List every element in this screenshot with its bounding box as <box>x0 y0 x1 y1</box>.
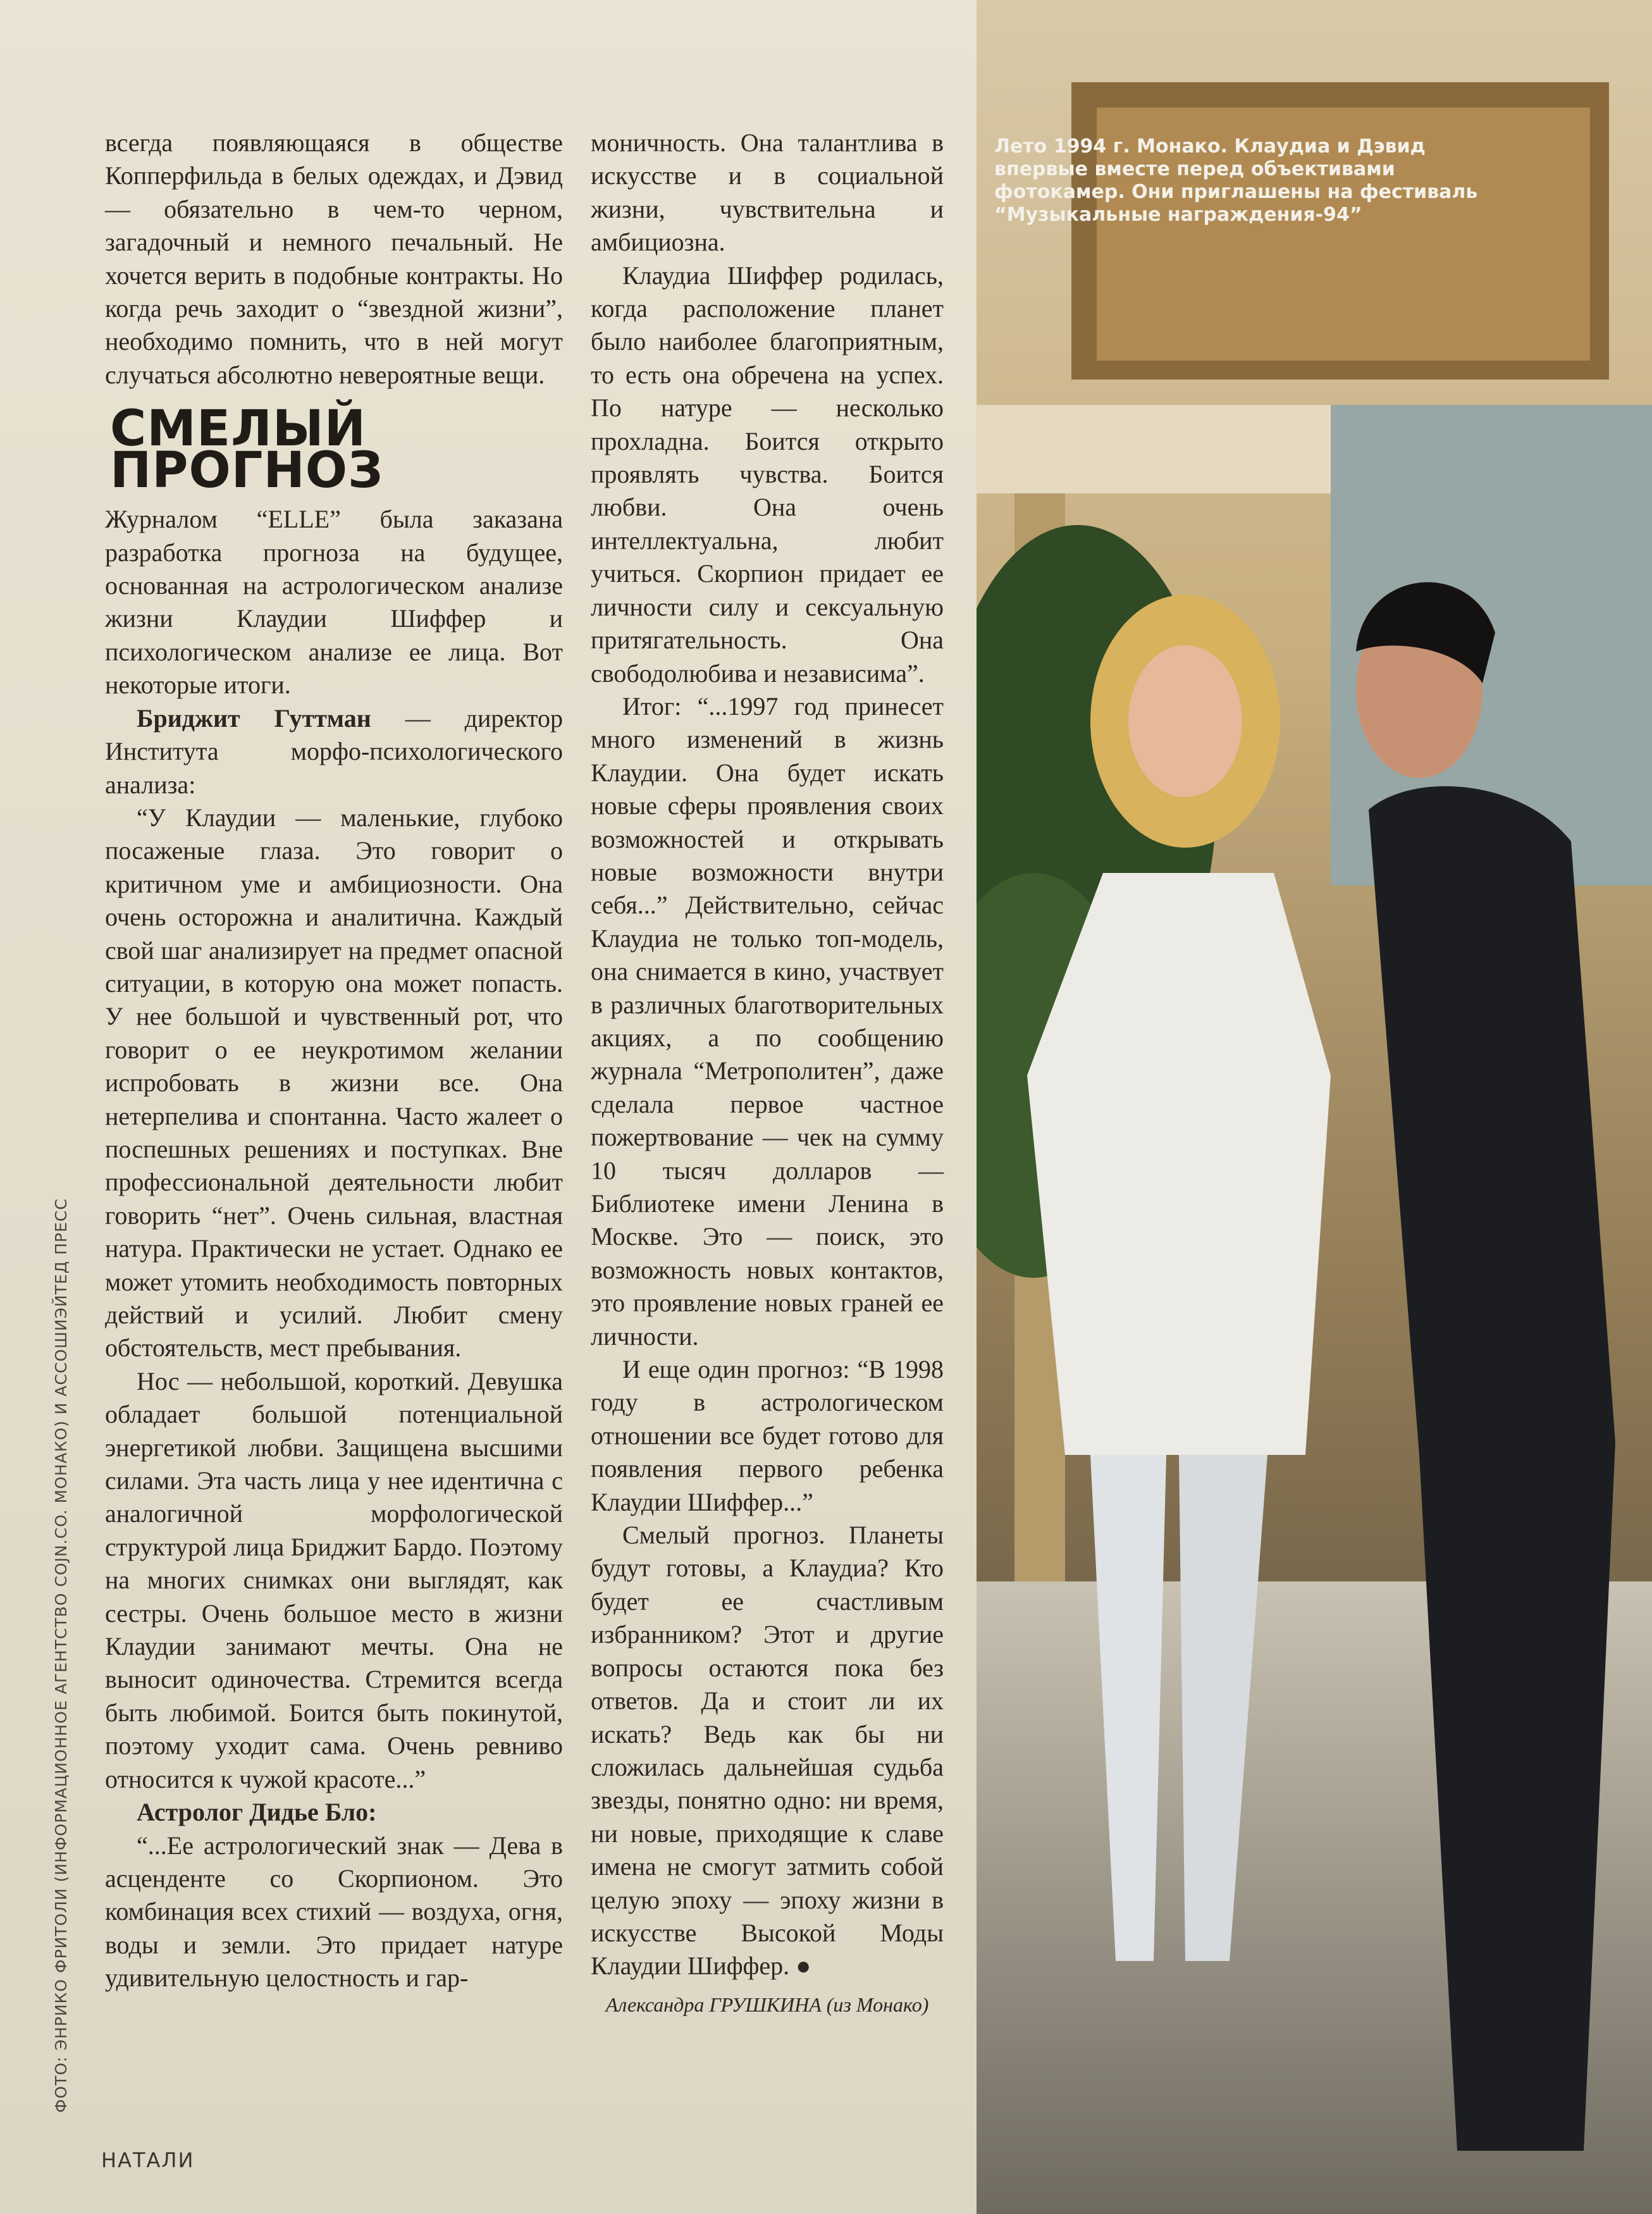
paragraph: Журналом “ELLE” была заказана разработка прогноза на будущее, основанная на астрологическом анализе жизни Клаудии Шиффер и психологическом анализе ее лица. Вот некоторые итоги. <box>105 505 563 700</box>
section-heading <box>110 400 563 500</box>
photo-caption: Лето 1994 г. Монако. Клаудиа и Дэвид впервые вместе перед объективами фотокамер. Они приглашены на фестиваль “Музыкальные награждения-94” <box>994 135 1478 226</box>
person-name: Астролог Дидье Бло: <box>137 1798 377 1827</box>
person-name: Бриджит Гуттман <box>137 703 371 733</box>
paragraph: “...Ее астрологический знак — Дева в асценденте со Скорпионом. Это комбинация всех стихий — воздуха, огня, воды и земли. Это придает натуре удивительную целостность и гар- <box>105 1831 563 1993</box>
paragraph <box>105 1796 563 1829</box>
photo-credit: ФОТО: ЭНРИКО ФРИТОЛИ (ИНФОРМАЦИОННОЕ АГЕНТСТВО COJN.CO. МОНАКО) И АССОШИЭЙТЕД ПРЕСС <box>52 1198 70 2113</box>
paragraph-text: — директор Института морфо-психологического анализа: <box>105 703 564 799</box>
text-column-left <box>105 127 563 1995</box>
author-signature: Александра ГРУШКИНА (из Монако) <box>605 1993 929 2016</box>
photo-illustration <box>977 0 1652 2214</box>
heading-line: СМЕЛЫЙ <box>110 400 367 458</box>
paragraph <box>105 702 563 801</box>
paragraph: Итог: “...1997 год принесет много изменений в жизнь Клаудии. Она будет искать новые сферы проявления своих возможностей и открывать новые возможности внутри себя...” Действительно, сейчас Клаудиа не только топ-модель, она снимается в кино, участвует в различных благотворительных акциях, а по сообщению журнала “Метрополитен”, даже сделала первое частное пожертвование — чек на сумму 10 тысяч долларов — Библиотеке имени Ленина в Москве. Это — поиск, это возможность новых контактов, это проявление новых граней ее личности. <box>591 691 944 1351</box>
paragraph: Нос — небольшой, короткий. Девушка обладает большой потенциальной энергетикой любви. Защищена высшими силами. Эта часть лица у нее идентична с аналогичной морфологической структурой лица Бриджит Бардо. Поэтому на многих снимках они выглядят, как сестры. Очень большое место в жизни Клаудии занимают мечты. Она не выносит одиночества. Стремится всегда быть любимой. Боится быть покинутой, поэтому уходит сама. Очень ревниво относится к чужой красоте...” <box>105 1366 563 1793</box>
paragraph: моничность. Она талантлива в искусстве и в социальной жизни, чувствительна и амбициозна. <box>591 128 944 257</box>
paragraph: “У Клаудии — маленькие, глубоко посаженые глаза. Это говорит о критичном уме и амбициозности. Она очень осторожна и аналитична. Каждый свой шаг анализирует на предмет опасной ситуации, в которую она может попасть. У нее большой и чувственный рот, что говорит о ее неукротимом желании испробовать в жизни все. Она нетерпелива и спонтанна. Часто жалеет о поспешных решениях и поступках. Вне профессиональной деятельности любит говорить “нет”. Очень сильная, властная натура. Практически не устает. Однако ее может утомить необходимость повторных действий и усилий. Любит смену обстоятельств, мест пребывания. <box>105 803 563 1363</box>
heading-line: ПРОГНОЗ <box>110 442 384 500</box>
paragraph: И еще один прогноз: “В 1998 году в астрологическом отношении все будет готово для появления первого ребенка Клаудии Шиффер...” <box>591 1355 944 1516</box>
paragraph: всегда появляющаяся в обществе Копперфильда в белых одеждах, и Дэвид — обязательно в чем-то черном, загадочный и немного печальный. Не хочется верить в подобные контракты. Но когда речь заходит о “звездной жизни”, необходимо помнить, что в ней могут случаться абсолютно невероятные вещи. <box>105 128 563 389</box>
magazine-footer: НАТАЛИ <box>101 2148 195 2172</box>
photo-couple <box>977 0 1652 2214</box>
text-column-right <box>591 127 944 2021</box>
paragraph: Клаудиа Шиффер родилась, когда расположение планет было наиболее благоприятным, то есть она обречена на успех. По натуре — несколько прохладна. Боится открыто проявлять чувства. Боится любви. Она очень интеллектуальна, любит учиться. Скорпион придает ее личности силу и сексуальную притягательность. Она свободолюбива и независима”. <box>591 261 944 688</box>
paragraph: Смелый прогноз. Планеты будут готовы, а Клаудиа? Кто будет ее счастливым избранником? Этот и другие вопросы остаются пока без ответов. Да и стоит ли их искать? Ведь как бы ни сложилась дальнейшая судьба звезды, понятно одно: ни время, ни новые, приходящие к славе имена не смогут затмить собой целую эпоху — эпоху жизни в искусстве Высокой Моды Клаудии Шиффер. ● <box>591 1521 944 1981</box>
